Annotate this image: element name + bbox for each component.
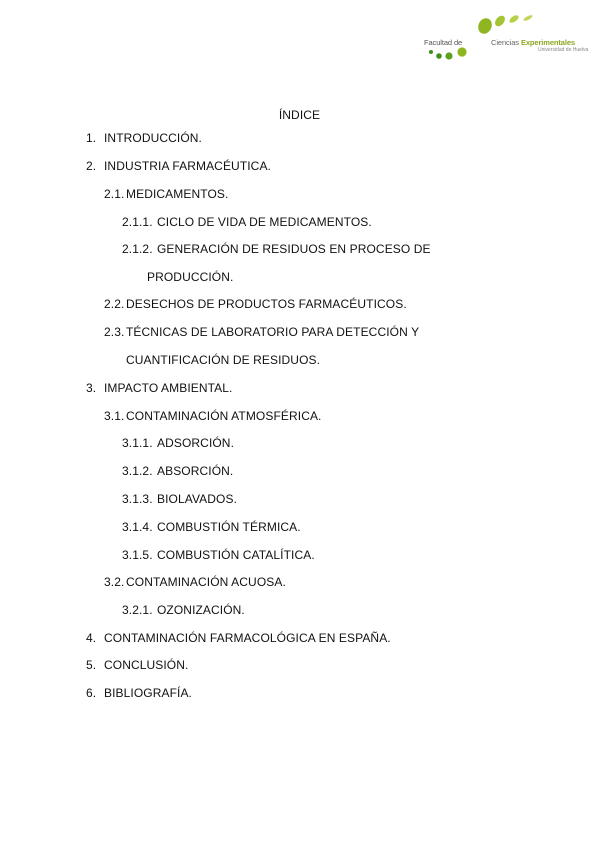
toc-entry-4 [86, 631, 391, 645]
toc-entry-text: CICLO DE VIDA DE MEDICAMENTOS. [157, 215, 372, 229]
logo-text-facultad: Facultad de [424, 38, 463, 47]
toc-entry-2 [86, 159, 271, 173]
logo-text-ciencias-line [491, 38, 575, 47]
toc-entry-3-1-2 [122, 464, 233, 478]
toc-entry-number: 3.2.1. [122, 603, 153, 617]
toc-entry-text: OZONIZACIÓN. [157, 603, 245, 617]
toc-entry-2-3 [104, 325, 419, 339]
toc-entry-5 [86, 658, 188, 672]
toc-entry-text: CONTAMINACIÓN FARMACOLÓGICA EN ESPAÑA. [104, 631, 391, 645]
toc-entry-text: ADSORCIÓN. [157, 436, 235, 450]
toc-entry-number: 2.1.2. [122, 242, 153, 256]
toc-entry-number: 2.2. [104, 297, 125, 311]
toc-entry-2-1-2-continuation [147, 270, 233, 284]
toc-entry-number: 3.1.2. [122, 464, 153, 478]
toc-entry-text: DESECHOS DE PRODUCTOS FARMACÉUTICOS. [126, 297, 407, 311]
toc-entry-2-2 [104, 297, 407, 311]
toc-entry-text: INTRODUCCIÓN. [104, 131, 202, 145]
toc-entry-3-1-5 [122, 548, 315, 562]
toc-entry-2-1-1 [122, 215, 372, 229]
toc-entry-number: 2.1.1. [122, 215, 153, 229]
toc-entry-text: COMBUSTIÓN CATALÍTICA. [157, 548, 315, 562]
toc-entry-2-1 [104, 187, 228, 201]
toc-entry-number: 2.3. [104, 325, 125, 339]
toc-entry-number: 3.1.1. [122, 436, 153, 450]
toc-entry-number: 5. [86, 658, 97, 672]
toc-entry-number: 2. [86, 159, 97, 173]
toc-entry-number: 3.1. [104, 409, 125, 423]
logo-text-universidad: Universidad de Huelva [538, 47, 589, 53]
toc-entry-number: 2.1. [104, 187, 125, 201]
toc-entry-number: 3.1.3. [122, 492, 153, 506]
toc-entry-number: 3. [86, 381, 97, 395]
toc-entry-number: 3.1.4. [122, 520, 153, 534]
toc-entry-text: CONTAMINACIÓN ACUOSA. [126, 575, 286, 589]
page-title: ÍNDICE [278, 108, 321, 122]
toc-entry-text: BIBLIOGRAFÍA. [104, 686, 192, 700]
toc-entry-text: CONCLUSIÓN. [104, 658, 189, 672]
toc-entry-2-3-continuation [126, 353, 320, 367]
toc-entry-number: 6. [86, 686, 97, 700]
toc-entry-6 [86, 686, 192, 700]
toc-entry-text: CONTAMINACIÓN ATMOSFÉRICA. [126, 409, 322, 423]
toc-entry-3-2-1 [122, 603, 245, 617]
toc-entry-text: GENERACIÓN DE RESIDUOS EN PROCESO DE [157, 242, 431, 256]
logo-text-experimentales: Experimentales [520, 38, 575, 47]
toc-entry-number: 3.2. [104, 575, 125, 589]
toc-entry-text: INDUSTRIA FARMACÉUTICA. [104, 159, 271, 173]
toc-entry-text: TÉCNICAS DE LABORATORIO PARA DETECCIÓN Y [126, 325, 420, 339]
toc-entry-number: 3.1.5. [122, 548, 153, 562]
toc-entry-text: ABSORCIÓN. [157, 464, 234, 478]
toc-entry-text: BIOLAVADOS. [157, 492, 238, 506]
toc-entry-3-1-3 [122, 492, 237, 506]
faculty-logo [422, 12, 594, 64]
toc-entry-number: 4. [86, 631, 97, 645]
toc-entry-3-1 [104, 409, 322, 423]
toc-entry-text: CUANTIFICACIÓN DE RESIDUOS. [126, 353, 321, 367]
toc-entry-text: MEDICAMENTOS. [126, 187, 229, 201]
toc-entry-3-1-1 [122, 436, 234, 450]
toc-entry-text: COMBUSTIÓN TÉRMICA. [157, 520, 301, 534]
toc-entry-1 [86, 131, 202, 145]
toc-entry-3-1-4 [122, 520, 301, 534]
toc-entry-text: PRODUCCIÓN. [147, 270, 234, 284]
toc-entry-2-1-2 [122, 242, 431, 256]
toc-entry-3-2 [104, 575, 286, 589]
toc-entry-number: 1. [86, 131, 97, 145]
toc-entry-text: IMPACTO AMBIENTAL. [104, 381, 233, 395]
toc-entry-3 [86, 381, 233, 395]
logo-text-ciencias: Ciencias [491, 38, 519, 47]
